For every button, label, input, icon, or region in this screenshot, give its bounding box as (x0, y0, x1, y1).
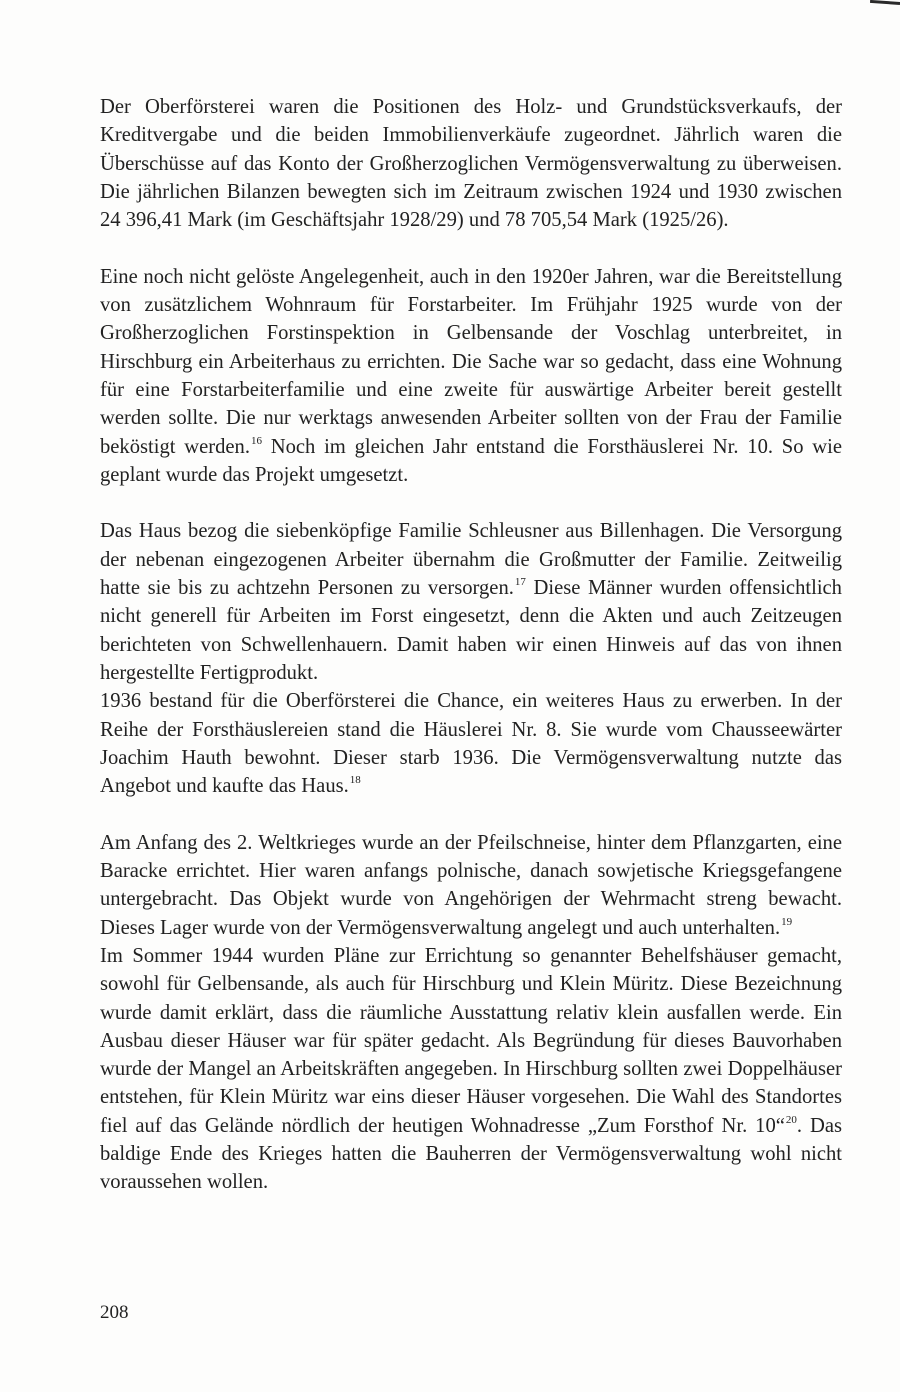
paragraph-2-tail: Noch im gleichen Jahr entstand die Forsthäuslerei Nr. 10. So wie geplant wurde das Projekt umgesetzt. (100, 435, 842, 486)
footnote-marker-16: 16 (251, 434, 262, 447)
paragraph-1-text: Der Oberförsterei waren die Positionen des Holz- und Grundstücksverkaufs, der Kreditvergabe und die beiden Immobilienverkäufe zugeordnet. Jährlich waren die Überschüsse auf das Konto der Großherzoglichen Vermögensverwaltung zu überweisen. Die jährlichen Bilanzen bewegten sich im Zeitraum zwischen 1924 und 1930 zwischen 24 396,41 Mark (im Geschäftsjahr 1928/29) und 78 705,54 Mark (1925/26). (100, 96, 842, 232)
paragraph-3-text: Das Haus bezog die siebenköpfige Familie Schleusner aus Billenhagen. Die Versorgung der nebenan eingezogenen Arbeiter übernahm die Großmutter der Familie. Zeitweilig hatte sie bis zu achtzehn Personen zu versorgen. (100, 520, 842, 600)
page-number: 208 (100, 1302, 129, 1323)
paragraph-4 (100, 687, 842, 800)
paragraph-2 (100, 263, 842, 489)
paragraph-3 (100, 517, 842, 687)
scan-corner-mark (870, 0, 900, 5)
paragraph-6-tail: . Das baldige Ende des Krieges hatten die Bauherren der Vermögensverwaltung wohl nicht voraussehen wollen. (100, 1114, 842, 1194)
footnote-marker-19: 19 (781, 915, 793, 928)
paragraph-6-text: Im Sommer 1944 wurden Pläne zur Errichtung so genannter Behelfshäuser gemacht, sowohl für Gelbensande, als auch für Hirschburg und Klein Müritz. Diese Bezeichnung wurde damit erklärt, dass die räumliche Ausstattung relativ klein ausfallen werde. Ein Ausbau dieser Häuser war für später gedacht. Als Begründung für dieses Bauvorhaben wurde der Mangel an Arbeitskräften angegeben. In Hirschburg sollten zwei Doppelhäuser entstehen, für Klein Müritz war eins dieser Häuser vorgesehen. Die Wahl des Standortes fiel auf das Gelände nördlich der heutigen Wohnadresse „Zum Forsthof Nr. 10“ (100, 944, 842, 1137)
footnote-marker-18: 18 (349, 774, 361, 787)
paragraph-5 (100, 829, 842, 942)
paragraph-2-text: Eine noch nicht gelöste Angelegenheit, auch in den 1920er Jahren, war die Bereitstellung von zusätzlichem Wohnraum für Forstarbeiter. Im Frühjahr 1925 wurde von der Großherzoglichen Forstinspektion in Gelbensande der Voschlag unterbreitet, in Hirschburg ein Arbeiterhaus zu errichten. Die Sache war so gedacht, dass eine Wohnung für eine Forstarbeiterfamilie und eine zweite für auswärtige Arbeiter bereit gestellt werden sollte. Die nur werktags anwesenden Arbeiter sollten von der Frau der Familie beköstigt werden. (100, 265, 842, 458)
footnote-marker-20: 20 (785, 1113, 797, 1126)
footnote-marker-17: 17 (514, 576, 526, 589)
paragraph-1 (100, 93, 842, 234)
paragraph-5-text: Am Anfang des 2. Weltkrieges wurde an der Pfeilschneise, hinter dem Pflanzgarten, eine Baracke errichtet. Hier waren anfangs polnische, danach sowjetische Kriegsgefangene untergebracht. Das Objekt wurde von Angehörigen der Wehrmacht streng bewacht. Dieses Lager wurde von der Vermögensverwaltung angelegt und auch unterhalten. (100, 831, 842, 939)
paragraph-4-text: 1936 bestand für die Oberförsterei die Chance, ein weiteres Haus zu erwerben. In der Reihe der Forsthäuslereien stand die Häuslerei Nr. 8. Sie wurde vom Chausseewärter Joachim Hauth bewohnt. Dieser starb 1936. Die Vermögensverwaltung nutzte das Angebot und kaufte das Haus. (100, 690, 842, 798)
paragraph-6 (100, 942, 842, 1197)
paragraph-3-tail: Diese Männer wurden offensichtlich nicht generell für Arbeiten im Forst eingesetzt, denn die Akten und auch Zeitzeugen berichteten von Schwellenhauern. Damit haben wir einen Hinweis auf das von ihnen hergestellte Fertigprodukt. (100, 577, 842, 684)
body-text (100, 93, 842, 1197)
